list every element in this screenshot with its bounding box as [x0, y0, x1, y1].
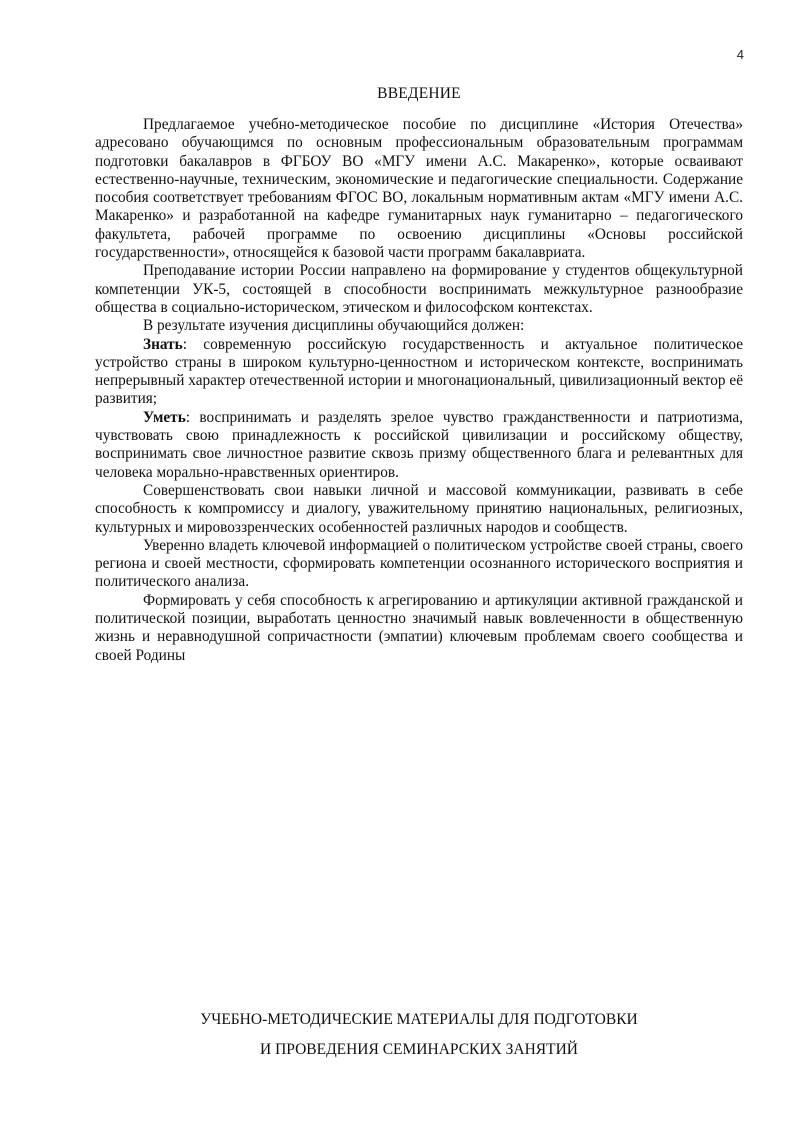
paragraph-teaching-goal: Преподавание истории России направлено на формирование у студентов общекультурной компетенции УК-5, состоящей в способности воспринимать межкультурное разнообразие общества в социально-историческом, этическом и философском контекстах.	[95, 262, 743, 316]
be-able-label: Уметь	[143, 408, 186, 426]
page-number: 4	[736, 47, 744, 62]
document-body	[95, 116, 743, 665]
paragraph-communication: Совершенствовать свои навыки личной и массовой коммуникации, развивать в себе способность к компромиссу и диалогу, уважительному принятию национальных, религиозных, культурных и мировоззренческих особенностей различных народов и сообществ.	[95, 481, 743, 536]
next-section-heading-line-1: УЧЕБНО-МЕТОДИЧЕСКИЕ МАТЕРИАЛЫ ДЛЯ ПОДГОТОВКИ	[200, 1011, 638, 1028]
next-section-heading-line-2: И ПРОВЕДЕНИЯ СЕМИНАРСКИХ ЗАНЯТИЙ	[260, 1041, 578, 1058]
paragraph-political-knowledge: Уверенно владеть ключевой информацией о политическом устройстве своей страны, своего региона и своей местности, сформировать компетенции осознанного исторического восприятия и политического анализа.	[95, 536, 743, 591]
know-label: Знать	[143, 335, 183, 353]
paragraph-learning-outcomes: В результате изучения дисциплины обучающийся должен:	[143, 317, 525, 335]
paragraph-civic-position: Формировать у себя способность к агрегированию и артикуляции активной гражданской и политической позиции, выработать ценностно значимый навык вовлеченности в общественную жизнь и неравнодушной сопричастности (эмпатии) ключевым проблемам своего сообщества и своей Родины	[95, 591, 743, 664]
section-heading: ВВЕДЕНИЕ	[377, 85, 461, 102]
paragraph-be-able: Уметь: воспринимать и разделять зрелое чувство гражданственности и патриотизма, чувствовать свою принадлежность к российской цивилизации и российскому обществу, воспринимать свое личностное развитие сквозь призму общественного блага и релевантных для человека морально-нравственных ориентиров.	[95, 408, 743, 481]
paragraph-intro: Предлагаемое учебно-методическое пособие по дисциплине «История Отечества» адресовано обучающимся по основным профессиональным образовательным программам подготовки бакалавров в ФГБОУ ВО «МГУ имени А.С. Макаренко», которые осваивают естественно-научные, техническим, экономические и педагогические специальности. Содержание пособия соответствует требованиям ФГОС ВО, локальным нормативным актам «МГУ имени А.С. Макаренко» и разработанной на кафедре гуманитарных наук гуманитарно – педагогического факультета, рабочей программе по освоению дисциплины «Основы российской государственности», относящейся к базовой части программ бакалавриата.	[95, 116, 743, 262]
paragraph-know: Знать: современную российскую государственность и актуальное политическое устройство страны в широком культурно-ценностном и историческом контексте, воспринимать непрерывный характер отечественной истории и многонациональный, цивилизационный вектор её развития;	[95, 335, 743, 408]
